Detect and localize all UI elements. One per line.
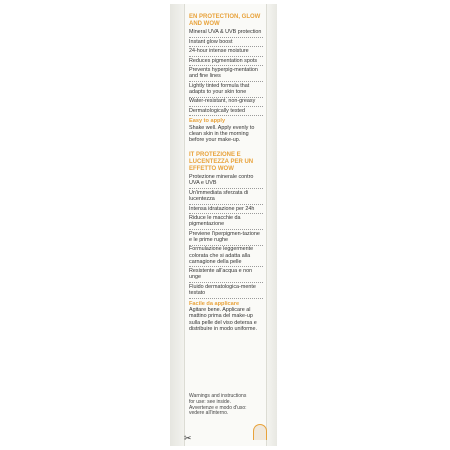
box-left-edge — [170, 4, 185, 446]
it-apply-title: Facile da applicare — [189, 300, 240, 307]
en-benefit-item: Prevents hyperpig-mentation and fine lines — [189, 66, 263, 82]
en-apply-text: Shake well. Apply evenly to clean skin in the morning before your make-up. — [189, 124, 255, 144]
it-benefit-item: Un'immediata sferzata di lucentezza — [189, 189, 263, 205]
it-benefit-item: Resistente all'acqua e non unge — [189, 267, 263, 283]
it-benefit-item: Intensa idratazione per 24h — [189, 205, 263, 214]
en-benefit-item: Reduces pigmentation spots — [189, 57, 263, 66]
en-heading: EN PROTECTION, GLOW AND WOW — [189, 14, 261, 27]
it-benefit-item: Riduce le macchie da pigmentazione — [189, 214, 263, 230]
en-benefit-item: Water-resistant, non-greasy — [189, 98, 263, 107]
en-apply-title: Easy to apply — [189, 118, 226, 125]
it-benefit-item: Previene l'iperpigmen-tazione e le prime rughe — [189, 230, 263, 246]
scissors-icon: ✂ — [184, 433, 192, 443]
en-benefit-list — [189, 28, 263, 116]
warnings-text: Warnings and instructions for use: see inside. Avvertenze e modo d'uso: vedere all'interno. — [189, 393, 247, 417]
it-benefit-item: Fluido dermatologica-mente testato — [189, 283, 263, 299]
en-benefit-item: 24-hour intense moisture — [189, 47, 263, 56]
tear-tab-icon[interactable] — [253, 424, 267, 440]
it-benefit-item: Protezione minerale contro UVA e UVB — [189, 173, 263, 189]
en-benefit-item: Dermatologically tested — [189, 107, 263, 116]
en-benefit-item: Lightly tinted formula that adapts to your skin tone — [189, 82, 263, 98]
box-right-edge — [266, 4, 277, 446]
it-benefit-list — [189, 173, 263, 299]
en-benefit-item: Mineral UVA & UVB protection — [189, 28, 263, 37]
it-apply-text: Agitare bene. Applicare al mattino prima del make-up sulla pelle del viso detersa e distribuire in modo uniforme. — [189, 307, 258, 332]
it-benefit-item: Formulazione leggermente colorata che si adatta alla carnagione della pelle — [189, 246, 263, 268]
text-panel — [189, 14, 263, 332]
it-heading: IT PROTEZIONE E LUCENTEZZA PER UN EFFETTO WOW — [189, 152, 254, 172]
product-box-side — [170, 4, 277, 446]
en-benefit-item: Instant glow boost — [189, 38, 263, 47]
